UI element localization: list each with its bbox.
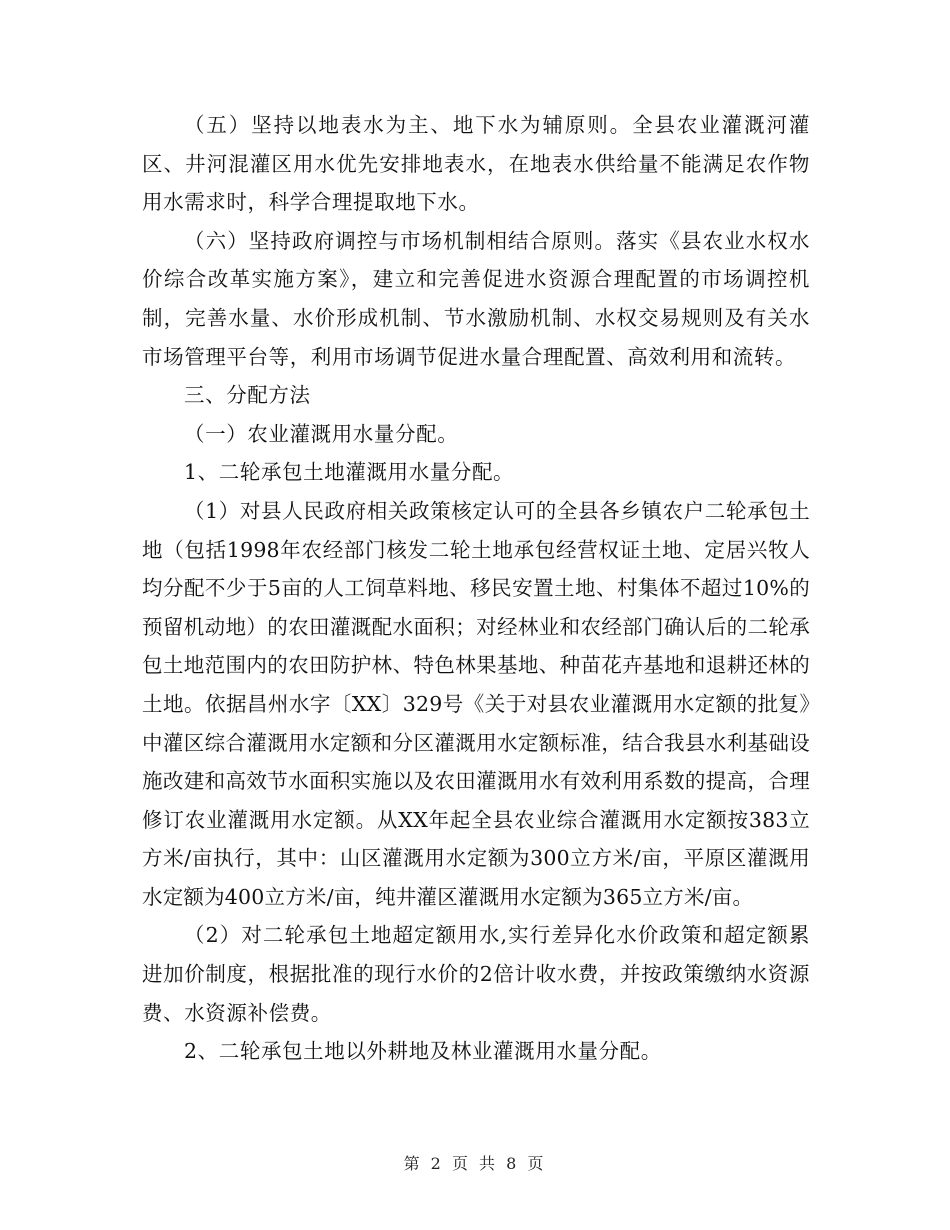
paragraph-principle-5: （五）坚持以地表水为主、地下水为辅原则。全县农业灌溉河灌区、井河混灌区用水优先安排地表水，在地表水供给量不能满足农作物用水需求时，科学合理提取地下水。 <box>142 113 810 215</box>
section-heading-allocation-method: 三、分配方法 <box>184 383 311 408</box>
subheading-agricultural-irrigation: （一）农业灌溉用水量分配。 <box>184 421 459 446</box>
subheading-contract-land-irrigation: 1、二轮承包土地灌溉用水量分配。 <box>184 460 515 485</box>
page-footer: 第 2 页 共 8 页 <box>403 1154 547 1173</box>
paragraph-principle-6: （六）坚持政府调控与市场机制相结合原则。落实《县农业水权水价综合改革实施方案》，建立和完善促进水资源合理配置的市场调控机制，完善水量、水价形成机制、节水激励机制、水权交易规则及有关水市场管理平台等，利用市场调节促进水量合理配置、高效利用和流转。 <box>142 228 810 369</box>
subheading-other-land-irrigation: 2、二轮承包土地以外耕地及林业灌溉用水量分配。 <box>184 1039 662 1064</box>
document-body <box>142 106 810 1071</box>
paragraph-item-2: （2）对二轮承包土地超定额用水,实行差异化水价政策和超定额累进加价制度，根据批准的现行水价的2倍计收水费，并按政策缴纳水资源费、水资源补偿费。 <box>142 923 810 1025</box>
paragraph-item-1: （1）对县人民政府相关政策核定认可的全县各乡镇农户二轮承包土地（包括1998年农经部门核发二轮土地承包经营权证土地、定居兴牧人均分配不少于5亩的人工饲草料地、移民安置土地、村集体不超过10%的预留机动地）的农田灌溉配水面积；对经林业和农经部门确认后的二轮承包土地范围内的农田防护林、特色林果基地、种苗花卉基地和退耕还林的土地。依据昌州水字〔XX〕329号《关于对县农业灌溉用水定额的批复》中灌区综合灌溉用水定额和分区灌溉用水定额标准，结合我县水利基础设施改建和高效节水面积实施以及农田灌溉用水有效利用系数的提高，合理修订农业灌溉用水定额。从XX年起全县农业综合灌溉用水定额按383立方米/亩执行，其中：山区灌溉用水定额为300立方米/亩，平原区灌溉用水定额为400立方米/亩，纯井灌区灌溉用水定额为365立方米/亩。 <box>142 498 810 909</box>
